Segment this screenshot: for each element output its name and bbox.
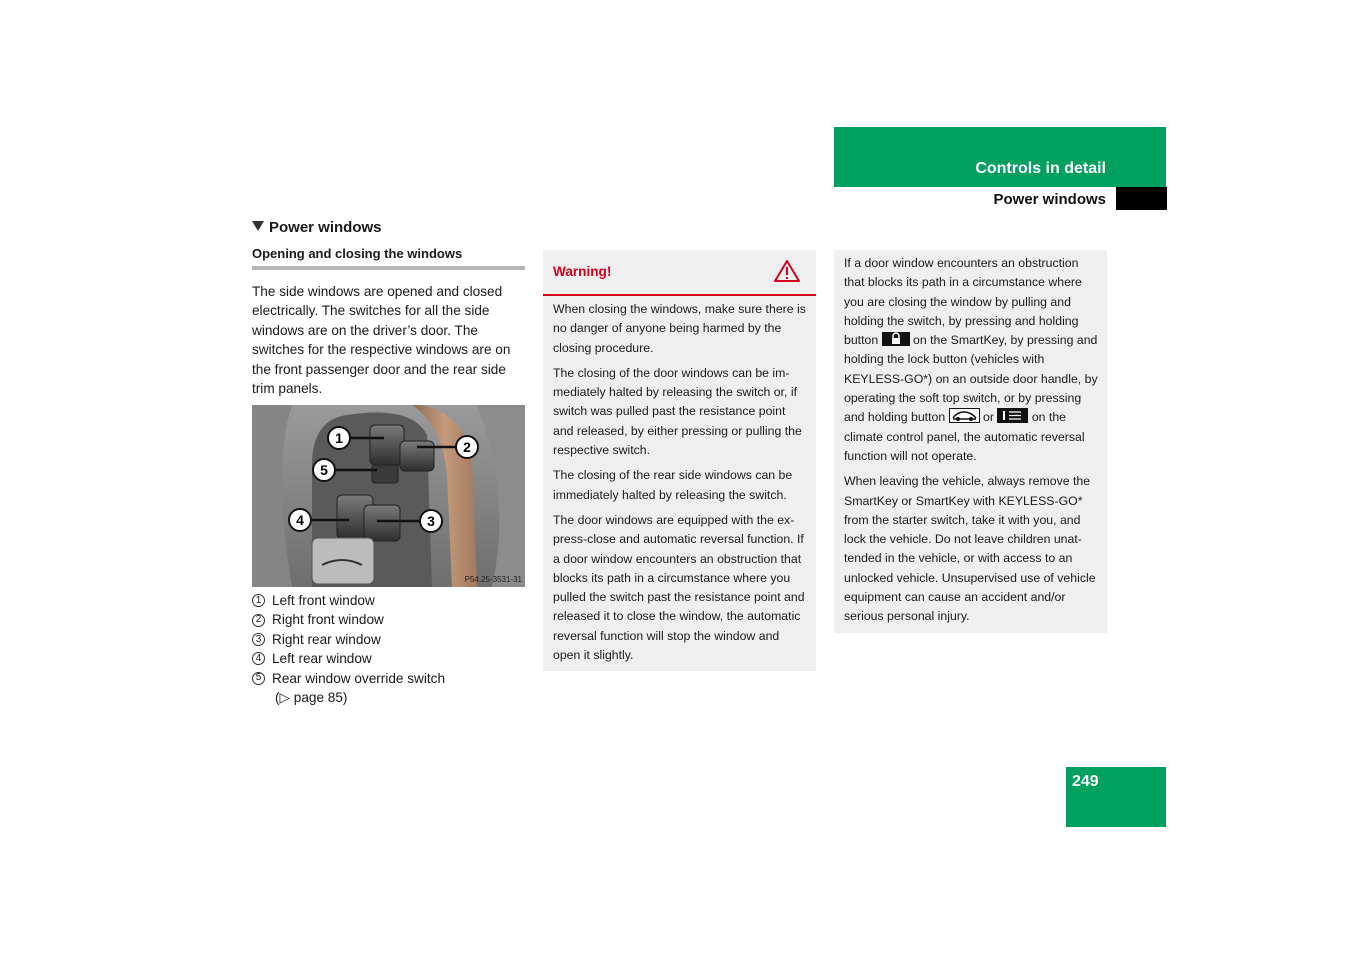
legend-text: Left front window — [272, 593, 375, 608]
header-black-tab — [1116, 187, 1167, 210]
svg-text:4: 4 — [296, 512, 304, 528]
window-switch-figure — [252, 405, 525, 587]
continuation-body — [844, 254, 1102, 633]
figure-code: P54.25-3531-31 — [464, 575, 522, 584]
legend-item — [252, 669, 527, 688]
warning-paragraph: The closing of the door windows can be immediately halted by releasing the switch or, if switch was pulled past the resistance point and released, by either pressing or pulling the respective switch. — [553, 365, 802, 458]
fresh-air-icon — [997, 408, 1028, 423]
text-segment: or — [983, 410, 994, 425]
legend-number: 3 — [252, 633, 265, 646]
warning-paragraph: The closing of the rear side windows can be immediately halted by releasing the switch. — [553, 468, 793, 502]
warning-paragraph: The door windows are equipped with the express-close and automatic reversal function. If a door window encounters an obstruction that blocks its path in a circumstance where you pulled the switch past the resistance point and released it to close the window, the automatic reversal function will stop the window and open it slightly. — [553, 512, 805, 663]
svg-text:3: 3 — [427, 513, 435, 529]
header-subsection-title: Power windows — [993, 191, 1106, 208]
section-title — [252, 219, 382, 236]
header-section-title: Controls in detail — [975, 160, 1106, 177]
heading-underline — [252, 266, 525, 270]
subsection-heading: Opening and closing the windows — [252, 246, 463, 261]
warning-paragraph: When closing the windows, make sure there is no danger of anyone being harmed by the closing procedure. — [553, 302, 806, 355]
legend-text: Left rear window — [272, 651, 372, 667]
continuation-paragraph: When leaving the vehicle, always remove the SmartKey or SmartKey with KEYLESS-GO* from the starter switch, take it with you, and lock the vehicle. Do not leave children unattended in the vehicle, or with access to an unlocked vehicle. Unsupervised use of vehicle equipment can cause an accident and/or serious personal injury. — [844, 474, 1096, 624]
page-reference-link[interactable]: (▷ page 85) — [275, 690, 348, 706]
svg-text:2: 2 — [463, 439, 471, 455]
intro-paragraph: The side windows are opened and closed electrically. The switches for all the side windows are on the driver’s door. The switches for the respective windows are on the front passenger door and the rear side trim panels. — [252, 284, 511, 397]
legend-item — [252, 591, 527, 610]
legend-item — [252, 649, 527, 668]
warning-box — [543, 250, 816, 671]
svg-text:1: 1 — [335, 430, 343, 446]
warning-triangle-icon — [773, 259, 801, 283]
continuation-paragraph — [844, 254, 1102, 466]
lock-button-icon — [882, 332, 910, 346]
legend-text: Rear window override switch — [272, 670, 446, 686]
triangle-down-icon — [252, 221, 264, 231]
legend-text: Right front window — [272, 612, 384, 628]
svg-text:5: 5 — [320, 462, 328, 478]
figure-legend — [252, 591, 527, 707]
warning-header — [543, 250, 816, 296]
header-green-bar — [834, 127, 1166, 187]
legend-number: 2 — [252, 614, 265, 627]
warning-label: Warning! — [553, 264, 612, 279]
warning-body — [553, 300, 809, 671]
legend-number: 5 — [252, 672, 265, 685]
car-recirculation-icon — [949, 408, 980, 423]
legend-text: Right rear window — [272, 631, 381, 647]
legend-number: 4 — [252, 652, 265, 665]
door-switch-illustration — [252, 405, 525, 587]
section-title-text: Power windows — [269, 219, 382, 236]
text-segment: on the SmartKey, by pressing and holding the lock button (vehicles with KEYLESS-GO*) on an outside door handle, by operating the soft top switch, or by pressing and holding button — [844, 333, 1098, 425]
legend-item — [252, 610, 527, 629]
page-number: 249 — [1072, 773, 1099, 790]
text-segment: If a door window encounters an obstruction that blocks its path in a circumstance where you are closing the window by pulling and holding the switch, by pressing and holding button — [844, 256, 1082, 348]
legend-item — [252, 630, 527, 649]
legend-number: 1 — [252, 594, 265, 607]
warning-continuation-box — [834, 250, 1107, 633]
text-segment: on the climate control panel, the automatic reversal function will not operate. — [844, 410, 1085, 463]
